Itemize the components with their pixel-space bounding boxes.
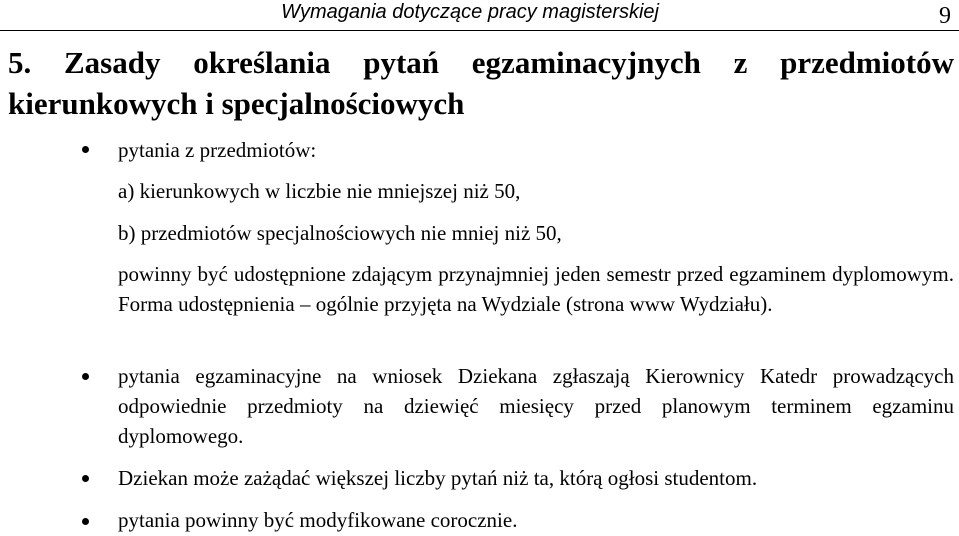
bullet-icon: [82, 146, 89, 153]
bullet-icon: [82, 518, 89, 525]
list-item-intro: pytania z przedmiotów:: [118, 138, 317, 162]
list-item-continuation: powinny być udostępnione zdającym przynajmniej jeden semestr przed egzaminem dyplomowym. Forma udostępnienia – ogólnie przyjęta na Wydziale (strona www Wydziału).: [118, 262, 954, 316]
page-number: 9: [939, 3, 951, 29]
bullet-icon: [82, 475, 89, 482]
list-item: pytania powinny być modyfikowane corocznie.: [118, 508, 518, 532]
sub-item-a: a) kierunkowych w liczbie nie mniejszej niż 50,: [118, 179, 521, 203]
running-header-title: Wymagania dotyczące pracy magisterskiej: [281, 1, 659, 23]
section-title: 5. Zasady określania pytań egzaminacyjnych z przedmiotów kierunkowych i specjalnościowych: [8, 45, 954, 121]
page-header: [0, 0, 959, 31]
list-item: pytania egzaminacyjne na wniosek Dziekana zgłaszają Kierownicy Katedr prowadzących odpowiednie przedmioty na dziewięć miesięcy przed planowym terminem egzaminu dyplomowego.: [118, 364, 954, 448]
bullet-icon: [82, 373, 89, 380]
list-item: Dziekan może zażądać większej liczby pytań niż ta, którą ogłosi studentom.: [118, 466, 758, 490]
sub-item-b: b) przedmiotów specjalnościowych nie mniej niż 50,: [118, 221, 562, 245]
